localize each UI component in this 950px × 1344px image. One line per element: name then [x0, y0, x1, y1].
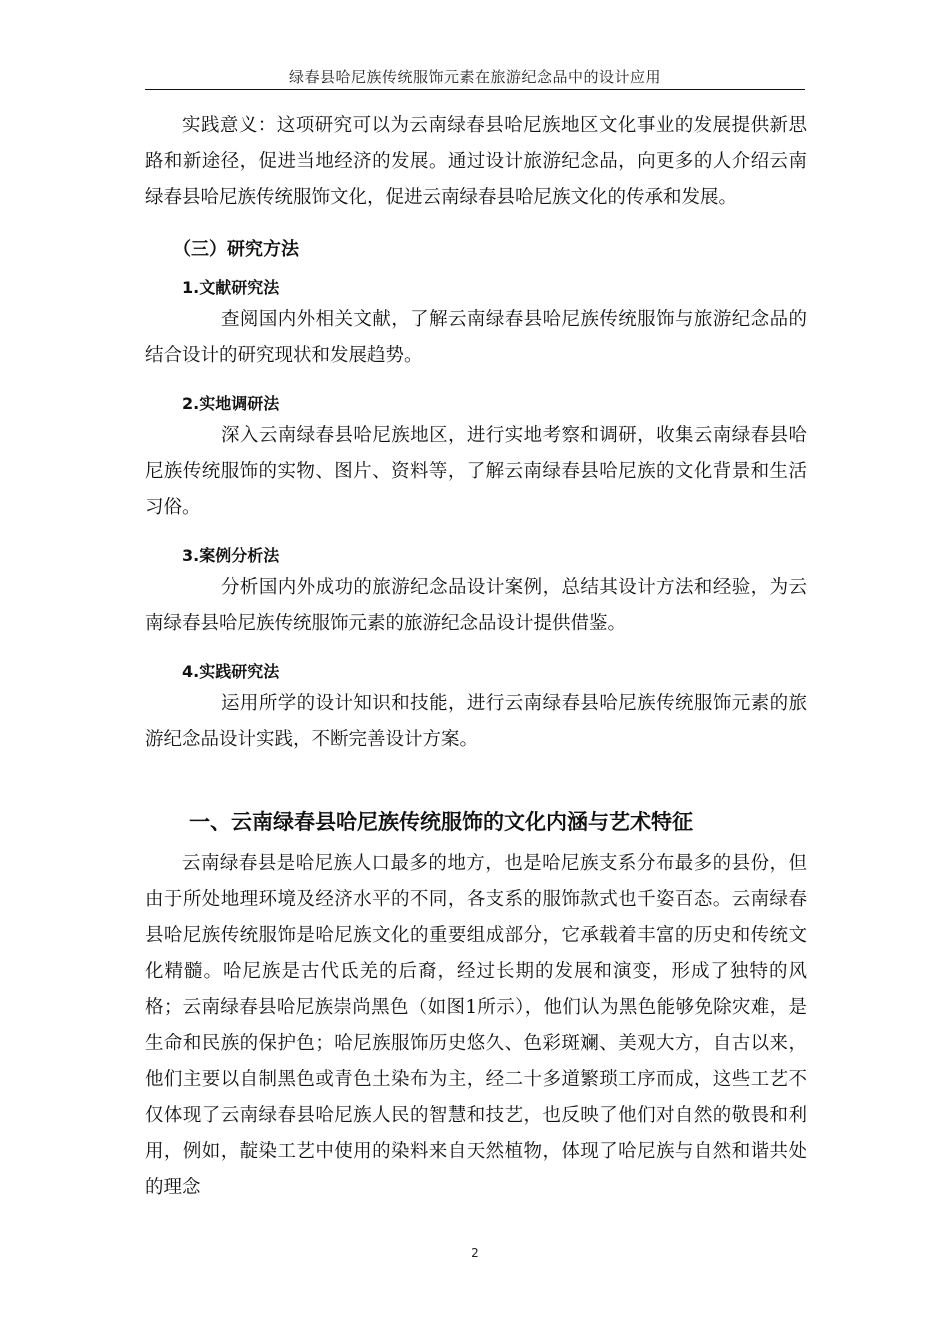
method-2-text: 深入云南绿春县哈尼族地区，进行实地考察和调研，收集云南绿春县哈尼族传统服饰的实物、图片、资料等，了解云南绿春县哈尼族的文化背景和生活习俗。: [145, 425, 807, 518]
chapter-1-heading: 一、云南绿春县哈尼族传统服饰的文化内涵与艺术特征: [189, 810, 693, 834]
method-4-title: 4.实践研究法: [182, 662, 280, 681]
practical-significance-paragraph: 实践意义：这项研究可以为云南绿春县哈尼族地区文化事业的发展提供新思路和新途径，促进当地经济的发展。通过设计旅游纪念品，向更多的人介绍云南绿春县哈尼族传统服饰文化，促进云南绿春县哈尼族文化的传承和发展。: [145, 115, 807, 208]
research-methods-heading: （三）研究方法: [173, 239, 299, 260]
method-4-text: 运用所学的设计知识和技能，进行云南绿春县哈尼族传统服饰元素的旅游纪念品设计实践，不断完善设计方案。: [145, 693, 807, 750]
method-3-title: 3.案例分析法: [182, 546, 280, 565]
method-3-text: 分析国内外成功的旅游纪念品设计案例，总结其设计方法和经验，为云南绿春县哈尼族传统服饰元素的旅游纪念品设计提供借鉴。: [145, 577, 807, 634]
method-2-title: 2.实地调研法: [182, 394, 280, 413]
running-header: 绿春县哈尼族传统服饰元素在旅游纪念品中的设计应用: [288, 68, 661, 86]
chapter-1-paragraph: 云南绿春县是哈尼族人口最多的地方，也是哈尼族支系分布最多的县份，但由于所处地理环境及经济水平的不同，各支系的服饰款式也千姿百态。云南绿春县哈尼族传统服饰是哈尼族文化的重要组成部分，它承载着丰富的历史和传统文化精髓。哈尼族是古代氐羌的后裔，经过长期的发展和演变，形成了独特的风格；云南绿春县哈尼族崇尚黑色（如图1所示），他们认为黑色能够免除灾难，是生命和民族的保护色；哈尼族服饰历史悠久、色彩斑斓、美观大方，自古以来，他们主要以自制黑色或青色土染布为主，经二十多道繁琐工序而成，这些工艺不仅体现了云南绿春县哈尼族人民的智慧和技艺，也反映了他们对自然的敬畏和利用，例如，靛染工艺中使用的染料来自天然植物，体现了哈尼族与自然和谐共处的理念: [145, 853, 807, 1198]
header-rule: [145, 89, 805, 90]
page-content: [145, 108, 807, 1206]
method-1-text: 查阅国内外相关文献，了解云南绿春县哈尼族传统服饰与旅游纪念品的结合设计的研究现状和发展趋势。: [145, 309, 807, 366]
page-number: 2: [471, 1246, 479, 1260]
method-1-title: 1.文献研究法: [182, 278, 280, 297]
